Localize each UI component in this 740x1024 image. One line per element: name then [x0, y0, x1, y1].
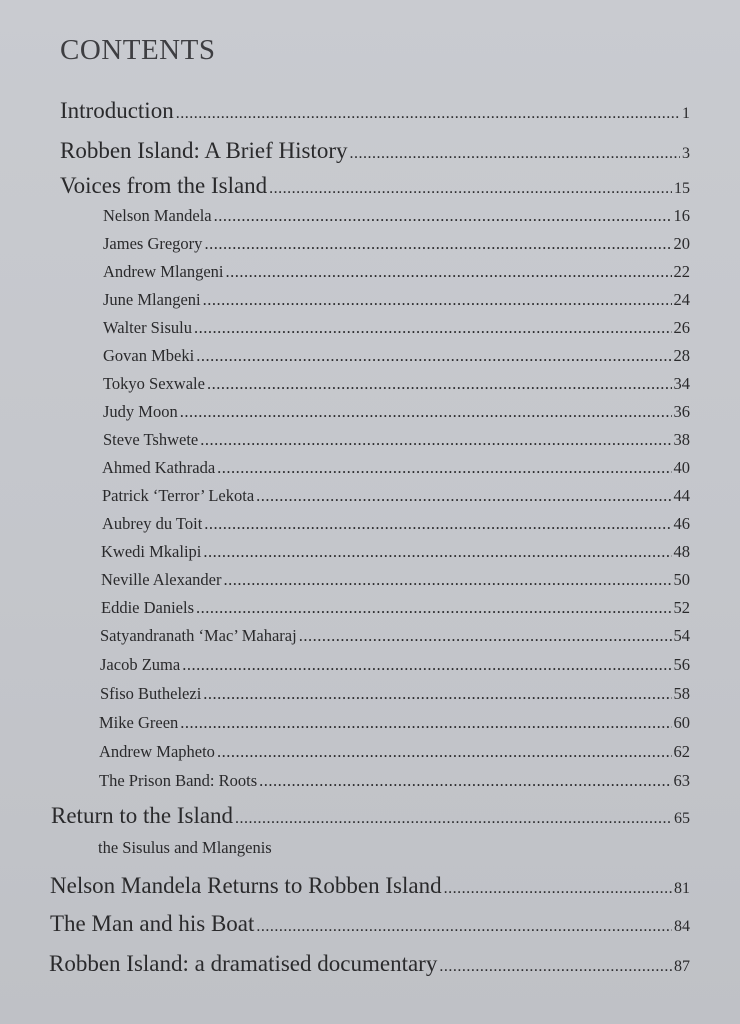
toc-entry-mike-green[interactable]: [99, 713, 690, 733]
toc-entry-title: Robben Island: A Brief History: [60, 138, 348, 163]
dot-leader: [196, 598, 671, 618]
toc-entry-page: 46: [673, 514, 690, 533]
toc-entry-sfiso-buthelezi[interactable]: [100, 684, 690, 704]
toc-entry-page: 24: [673, 290, 690, 309]
toc-entry-title: Tokyo Sexwale: [103, 374, 205, 393]
toc-entry-title: Introduction: [60, 98, 174, 123]
toc-entry-page: 22: [673, 262, 690, 281]
dot-leader: [214, 206, 672, 226]
toc-entry-title: Eddie Daniels: [101, 598, 195, 617]
toc-entry-page: 63: [673, 771, 690, 790]
dot-leader: [204, 234, 671, 254]
toc-entry-title: Nelson Mandela: [103, 206, 212, 225]
dot-leader: [196, 346, 671, 366]
toc-entry-title: Andrew Mapheto: [99, 742, 215, 761]
toc-entry-judy-moon[interactable]: [103, 402, 690, 422]
toc-entry-title: Satyandranath ‘Mac’ Maharaj: [100, 626, 297, 645]
toc-entry-page: 60: [673, 713, 690, 732]
dot-leader: [207, 374, 672, 394]
toc-entry-page: 81: [674, 880, 690, 897]
dot-leader: [299, 626, 672, 646]
dot-leader: [256, 486, 671, 506]
dot-leader: [444, 880, 672, 898]
dot-leader: [235, 810, 672, 828]
dot-leader: [349, 145, 680, 163]
toc-entry-andrew-mapheto[interactable]: [99, 742, 690, 762]
toc-entry-title: Ahmed Kathrada: [102, 458, 216, 477]
toc-entry-man-and-boat[interactable]: [50, 911, 690, 937]
toc-entry-page: 15: [674, 180, 690, 197]
dot-leader: [203, 290, 672, 310]
toc-entry-page: 1: [682, 105, 690, 122]
toc-entry-page: 62: [673, 742, 690, 761]
toc-entry-mandela-returns[interactable]: [50, 873, 690, 899]
toc-entry-andrew-mlangeni[interactable]: [103, 262, 690, 282]
toc-entry-kwedi-mkalipi[interactable]: [101, 542, 690, 562]
toc-entry-page: 56: [673, 655, 690, 674]
toc-entry-govan-mbeki[interactable]: [103, 346, 690, 366]
toc-entry-page: 52: [673, 598, 690, 617]
toc-entry-brief-history[interactable]: [60, 138, 690, 164]
toc-entry-dramatised-documentary[interactable]: [49, 951, 690, 977]
toc-entry-page: 65: [674, 810, 690, 827]
toc-entry-prison-band[interactable]: [99, 771, 690, 791]
toc-entry-title: Walter Sisulu: [103, 318, 192, 337]
dot-leader: [203, 684, 671, 704]
toc-entry-return-to-island[interactable]: [51, 803, 690, 829]
toc-entry-page: 48: [673, 542, 690, 561]
toc-entry-page: 50: [673, 570, 690, 589]
toc-entry-steve-tshwete[interactable]: [103, 430, 690, 450]
toc-entry-title: Judy Moon: [103, 402, 178, 421]
toc-entry-page: 54: [673, 626, 690, 645]
dot-leader: [217, 458, 671, 478]
toc-entry-jacob-zuma[interactable]: [100, 655, 690, 675]
toc-entry-page: 44: [673, 486, 690, 505]
dot-leader: [203, 542, 671, 562]
toc-entry-eddie-daniels[interactable]: [101, 598, 690, 618]
dot-leader: [180, 402, 672, 422]
toc-entry-page: 34: [673, 374, 690, 393]
dot-leader: [259, 771, 671, 791]
toc-entry-patrick-lekota[interactable]: [102, 486, 690, 506]
dot-leader: [256, 918, 672, 936]
dot-leader: [182, 655, 671, 675]
toc-entry-tokyo-sexwale[interactable]: [103, 374, 690, 394]
dot-leader: [194, 318, 672, 338]
toc-entry-page: 84: [674, 918, 690, 935]
dot-leader: [224, 570, 672, 590]
toc-entry-james-gregory[interactable]: [103, 234, 690, 254]
toc-entry-title: Return to the Island: [51, 803, 234, 828]
toc-entry-ahmed-kathrada[interactable]: [102, 458, 690, 478]
toc-entry-page: 26: [673, 318, 690, 337]
toc-entry-subtitle: the Sisulus and Mlangenis: [98, 838, 272, 857]
toc-entry-page: 28: [673, 346, 690, 365]
toc-entry-title: Jacob Zuma: [100, 655, 181, 674]
dot-leader: [180, 713, 671, 733]
dot-leader: [439, 958, 672, 976]
toc-entry-title: Voices from the Island: [60, 173, 268, 198]
toc-entry-title: Steve Tshwete: [103, 430, 199, 449]
toc-entry-june-mlangeni[interactable]: [103, 290, 690, 310]
dot-leader: [204, 514, 671, 534]
toc-entry-title: Aubrey du Toit: [102, 514, 203, 533]
toc-entry-title: James Gregory: [103, 234, 203, 253]
toc-entry-page: 20: [673, 234, 690, 253]
toc-entry-page: 16: [673, 206, 690, 225]
toc-entry-walter-sisulu[interactable]: [103, 318, 690, 338]
toc-entry-aubrey-du-toit[interactable]: [102, 514, 690, 534]
toc-entry-page: 3: [682, 145, 690, 162]
dot-leader: [217, 742, 672, 762]
toc-entry-introduction[interactable]: [60, 98, 690, 124]
toc-entry-voices[interactable]: [60, 173, 690, 199]
toc-entry-page: 58: [673, 684, 690, 703]
toc-entry-nelson-mandela[interactable]: [103, 206, 690, 226]
toc-entry-title: Robben Island: a dramatised documentary: [49, 951, 438, 976]
dot-leader: [226, 262, 672, 282]
toc-entry-title: Sfiso Buthelezi: [100, 684, 202, 703]
toc-entry-mac-maharaj[interactable]: [100, 626, 690, 646]
toc-entry-title: June Mlangeni: [103, 290, 201, 309]
toc-entry-page: 38: [673, 430, 690, 449]
toc-entry-title: Mike Green: [99, 713, 179, 732]
toc-entry-page: 40: [673, 458, 690, 477]
toc-entry-page: 87: [674, 958, 690, 975]
dot-leader: [176, 105, 680, 123]
dot-leader: [269, 180, 672, 198]
toc-entry-title: Andrew Mlangeni: [103, 262, 224, 281]
toc-entry-neville-alexander[interactable]: [101, 570, 690, 590]
toc-entry-title: Govan Mbeki: [103, 346, 195, 365]
toc-entry-title: Nelson Mandela Returns to Robben Island: [50, 873, 442, 898]
toc-entry-title: The Prison Band: Roots: [99, 771, 258, 790]
toc-entry-title: Neville Alexander: [101, 570, 222, 589]
toc-entry-title: Kwedi Mkalipi: [101, 542, 202, 561]
toc-entry-title: The Man and his Boat: [50, 911, 255, 936]
dot-leader: [200, 430, 671, 450]
toc-entry-title: Patrick ‘Terror’ Lekota: [102, 486, 255, 505]
page-title: CONTENTS: [60, 34, 216, 66]
toc-entry-page: 36: [673, 402, 690, 421]
